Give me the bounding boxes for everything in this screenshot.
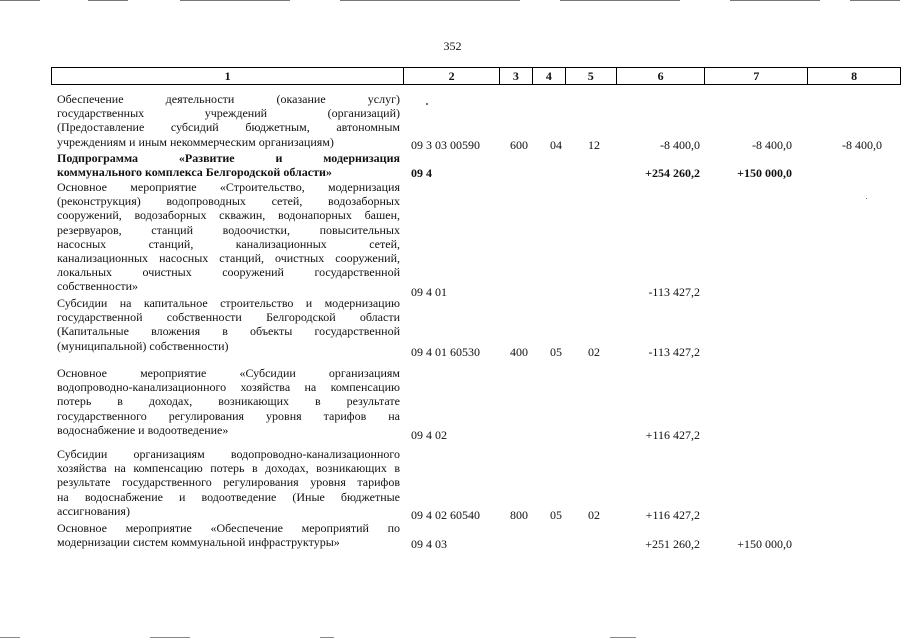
scan-edge-bottom xyxy=(0,633,905,640)
column-header-4: 4 xyxy=(533,68,566,84)
description-line: коммунального комплекса Белгородской области» xyxy=(57,165,332,180)
description-line: потерь в доходах, возникающих в результате xyxy=(57,394,400,409)
column-header-row xyxy=(51,67,901,85)
description-line: ассигнования) xyxy=(57,503,130,518)
description-line: сооружений, водозаборных скважин, водонапорных башен, xyxy=(57,208,400,223)
scan-speck xyxy=(866,198,867,199)
column-header-2: 2 xyxy=(404,68,500,84)
row-value-7: -8 400,0 xyxy=(752,138,792,152)
description-line: модернизации систем коммунальной инфраструктуры» xyxy=(57,535,340,550)
row-vr: 600 xyxy=(510,138,528,152)
row-code: 09 4 02 xyxy=(411,428,447,442)
description-line: водоснабжение и водоотведение» xyxy=(57,422,229,437)
row-pr: 02 xyxy=(588,345,600,359)
row-code: 09 3 03 00590 xyxy=(411,138,480,152)
row-description xyxy=(57,521,400,549)
row-description xyxy=(57,296,400,353)
description-line: насосных станций, канализационных сетей, xyxy=(57,236,400,251)
description-line: на водоснабжение и водоотведение (Иные бюджетные xyxy=(57,489,400,504)
row-value-7: +150 000,0 xyxy=(737,537,792,551)
column-header-5: 5 xyxy=(566,68,617,84)
description-line: (Капитальные вложения в объекты государственной xyxy=(57,324,400,339)
row-value-8: -8 400,0 xyxy=(842,138,882,152)
description-line: учреждениям и иным некоммерческим организациям) xyxy=(57,134,334,149)
row-vr: 400 xyxy=(510,345,528,359)
page-number: 352 xyxy=(443,39,462,53)
row-vr: 800 xyxy=(510,508,528,522)
scan-speck xyxy=(426,103,428,105)
row-description xyxy=(57,180,400,294)
description-line: государственных учреждений (организаций) xyxy=(57,106,400,121)
row-description xyxy=(57,151,400,179)
description-line: локальных очистных сооружений государственной xyxy=(57,265,400,280)
row-rz: 05 xyxy=(550,508,562,522)
description-line: Обеспечение деятельности (оказание услуг) xyxy=(57,92,400,106)
row-value-6: +116 427,2 xyxy=(645,508,700,522)
row-value-7: +150 000,0 xyxy=(737,166,792,180)
row-code: 09 4 03 xyxy=(411,537,447,551)
row-description xyxy=(57,92,400,149)
description-line: (Предоставление субсидий бюджетным, автономным xyxy=(57,120,400,135)
row-pr: 12 xyxy=(588,138,600,152)
row-description xyxy=(57,366,400,437)
description-line: водопроводно-канализационного хозяйства на компенсацию xyxy=(57,380,400,395)
row-value-6: +254 260,2 xyxy=(645,166,700,180)
description-line: государственного регулирования уровня тарифов на xyxy=(57,408,400,423)
description-line: Основное мероприятие «Строительство, модернизация xyxy=(57,180,400,194)
row-value-6: -113 427,2 xyxy=(648,345,700,359)
row-value-6: +116 427,2 xyxy=(645,428,700,442)
column-header-7: 7 xyxy=(705,68,808,84)
column-header-1: 1 xyxy=(52,68,404,84)
row-rz: 04 xyxy=(550,138,562,152)
description-line: собственности» xyxy=(57,279,139,294)
column-header-3: 3 xyxy=(500,68,533,84)
row-description xyxy=(57,447,400,518)
row-code: 09 4 02 60540 xyxy=(411,508,480,522)
column-header-6: 6 xyxy=(617,68,706,84)
description-line: Субсидии на капитальное строительство и модернизацию xyxy=(57,296,400,310)
description-line: Основное мероприятие «Субсидии организациям xyxy=(57,366,400,380)
description-line: хозяйства на компенсацию потерь в доходах, возникающих в xyxy=(57,461,400,476)
row-pr: 02 xyxy=(588,508,600,522)
row-code: 09 4 xyxy=(411,166,432,180)
description-line: государственной собственности Белгородской области xyxy=(57,310,400,325)
description-line: (реконструкция) водопроводных сетей, водозаборных xyxy=(57,194,400,209)
row-value-6: +251 260,2 xyxy=(645,537,700,551)
row-code: 09 4 01 60530 xyxy=(411,345,480,359)
row-value-6: -113 427,2 xyxy=(648,285,700,299)
scan-edge-top xyxy=(0,0,905,2)
row-code: 09 4 01 xyxy=(411,285,447,299)
row-value-6: -8 400,0 xyxy=(660,138,700,152)
description-line: Субсидии организациям водопроводно-канализационного xyxy=(57,447,400,461)
description-line: (муниципальной) собственности) xyxy=(57,338,229,353)
description-line: Основное мероприятие «Обеспечение мероприятий по xyxy=(57,521,400,535)
description-line: результате государственного регулирования уровня тарифов xyxy=(57,475,400,490)
description-line: резервуаров, станций водоочистки, повысительных xyxy=(57,222,400,237)
description-line: канализационных насосных станций, очистных сооружений, xyxy=(57,251,400,266)
column-header-8: 8 xyxy=(851,69,858,83)
row-rz: 05 xyxy=(550,345,562,359)
description-line: Подпрограмма «Развитие и модернизация xyxy=(57,151,400,165)
